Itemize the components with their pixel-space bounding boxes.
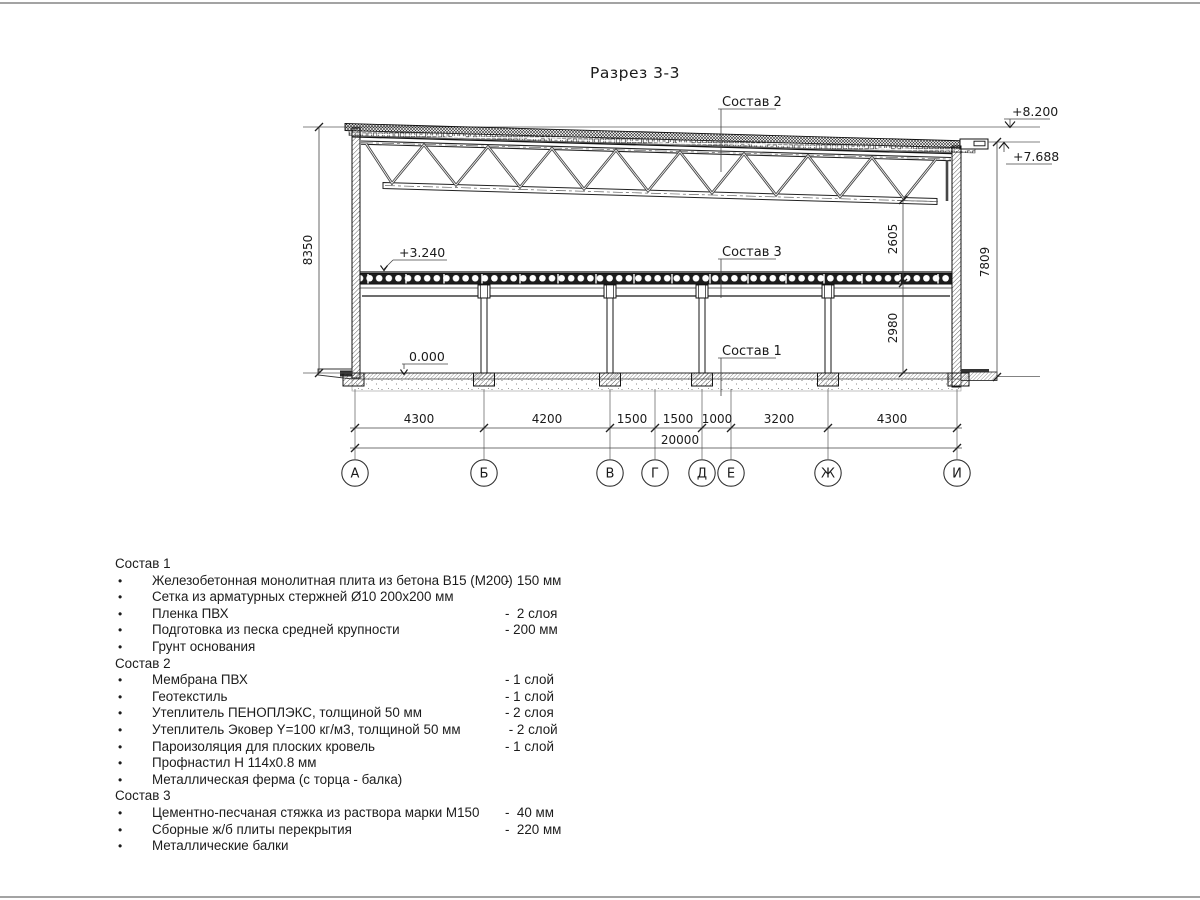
svg-text:4300: 4300 [876, 412, 908, 426]
column [478, 285, 490, 373]
legend-item-name: Мембрана ПВХ [152, 672, 248, 688]
svg-text:Состав 3: Состав 3 [722, 245, 782, 260]
bullet-icon: • [118, 805, 123, 820]
legend-item-value: - 2 слой [505, 721, 558, 737]
svg-text:Б: Б [479, 466, 489, 482]
legend-item-name: Профнастил Н 114x0.8 мм [152, 755, 317, 771]
svg-text:1500: 1500 [662, 412, 694, 426]
legend-item-value: - 1 слой [505, 738, 554, 754]
dim-right-overall [978, 138, 1001, 381]
dim-truss-to-floor [886, 196, 938, 282]
svg-text:В: В [605, 466, 615, 482]
legend-item [115, 589, 590, 606]
page-border-bottom [0, 896, 1200, 898]
svg-text:7809: 7809 [978, 246, 992, 278]
axis-extension-lines [355, 389, 957, 459]
bullet-icon: • [118, 573, 123, 588]
legend-item [115, 639, 590, 656]
axis-bubbles [342, 460, 970, 486]
axis-bubble [471, 460, 497, 486]
bullet-icon: • [118, 739, 123, 754]
axis-bubble [944, 460, 970, 486]
legend-item [115, 573, 590, 590]
footing [818, 373, 839, 386]
axis-bubble [642, 460, 668, 486]
legend-item-name: Пароизоляция для плоских кровель [152, 738, 375, 754]
svg-text:2980: 2980 [886, 312, 900, 344]
legend-item-name: Подготовка из песка средней крупности [152, 622, 400, 638]
column [604, 285, 616, 373]
bullet-icon: • [118, 673, 123, 688]
dim-left-overall [301, 123, 352, 377]
svg-text:1000: 1000 [701, 412, 733, 426]
svg-text:0.000: 0.000 [409, 349, 445, 364]
footing [692, 373, 713, 386]
legend-item [115, 772, 590, 789]
right-wall [952, 146, 961, 387]
legend-item-name: Металлические балки [152, 838, 289, 854]
legend-item-value: - 200 мм [505, 622, 558, 638]
legend-item-name: Сетка из арматурных стержней Ø10 200x200 мм [152, 589, 454, 605]
svg-text:И: И [952, 466, 962, 482]
legend-item-value: - 2 слоя [505, 605, 558, 621]
legend-section-title: Состав 2 [115, 655, 171, 671]
elevation-roof-low [988, 142, 1059, 164]
legend-item [115, 622, 590, 639]
elevation-roof-high [1004, 104, 1058, 128]
legend-item-value: - 220 мм [505, 821, 562, 837]
elevation-floor [381, 245, 448, 271]
legend-item-name: Утеплитель ПЕНОПЛЭКС, толщиной 50 мм [152, 705, 422, 721]
legend-item-value: - 2 слоя [505, 705, 554, 721]
bullet-icon: • [118, 772, 123, 787]
axis-bubble [815, 460, 841, 486]
legend-item-name: Цементно-песчаная стяжка из раствора марки М150 [152, 804, 480, 820]
svg-text:3200: 3200 [763, 412, 795, 426]
footing [474, 373, 495, 386]
legend-section-title: Состав 3 [115, 788, 171, 804]
svg-text:+8.200: +8.200 [1012, 104, 1059, 119]
svg-text:Состав 1: Состав 1 [722, 344, 782, 359]
svg-text:Е: Е [726, 466, 736, 482]
svg-text:1500: 1500 [616, 412, 648, 426]
svg-text:Д: Д [696, 466, 708, 482]
left-wall [352, 128, 360, 378]
legend-item [115, 606, 590, 623]
footing [600, 373, 621, 386]
svg-text:+3.240: +3.240 [399, 245, 446, 260]
bullet-icon: • [118, 839, 123, 854]
svg-text:2605: 2605 [886, 223, 900, 255]
svg-text:Г: Г [651, 466, 659, 482]
legend-item-value: - 150 мм [505, 572, 562, 588]
bullet-icon: • [118, 606, 123, 621]
legend-item-name: Пленка ПВХ [152, 605, 229, 621]
svg-text:+7.688: +7.688 [1013, 149, 1060, 164]
footing [343, 373, 364, 386]
svg-text:20000: 20000 [660, 433, 700, 447]
horizontal-dimensions [350, 412, 962, 452]
axis-bubble [342, 460, 368, 486]
bullet-icon: • [118, 689, 123, 704]
svg-text:А: А [350, 466, 360, 482]
bullet-icon: • [118, 590, 123, 605]
legend-item-name: Железобетонная монолитная плита из бетона В15 (М200) [152, 572, 513, 588]
axis-bubble [718, 460, 744, 486]
bullet-icon: • [118, 722, 123, 737]
legend [115, 556, 590, 855]
legend-item [115, 755, 590, 772]
floor-slab [360, 272, 952, 296]
legend-item-name: Сборные ж/б плиты перекрытия [152, 821, 352, 837]
legend-item [115, 672, 590, 689]
svg-text:8350: 8350 [301, 234, 315, 266]
bullet-icon: • [118, 639, 123, 654]
svg-text:4200: 4200 [531, 412, 563, 426]
legend-item-value: - 1 слой [505, 672, 554, 688]
bullet-icon: • [118, 756, 123, 771]
svg-text:4300: 4300 [403, 412, 435, 426]
footing [948, 373, 969, 386]
legend-item-name: Металлическая ферма (с торца - балка) [152, 771, 403, 787]
dim-floor-to-ground [886, 279, 907, 377]
column [696, 285, 708, 373]
bullet-icon: • [118, 706, 123, 721]
legend-item-name: Грунт основания [152, 638, 256, 654]
ground-slab [318, 369, 1040, 391]
bullet-icon: • [118, 822, 123, 837]
legend-item-value: - 40 мм [505, 804, 554, 820]
drawing-title: Разрез 3-3 [590, 64, 680, 82]
column [822, 285, 834, 373]
svg-text:Ж: Ж [820, 466, 836, 482]
elevation-ground [401, 349, 449, 375]
legend-item [115, 838, 590, 855]
legend-item-name: Геотекстиль [152, 688, 228, 704]
legend-item-name: Утеплитель Эковер Y=100 кг/м3, толщиной 50 мм [152, 721, 461, 737]
legend-item [115, 739, 590, 756]
columns [478, 285, 834, 373]
legend-item [115, 689, 590, 706]
legend-item [115, 822, 590, 839]
axis-bubble [597, 460, 623, 486]
legend-item [115, 705, 590, 722]
axis-bubble [689, 460, 715, 486]
legend-item [115, 805, 590, 822]
legend-item [115, 722, 590, 739]
legend-section-title: Состав 1 [115, 556, 171, 571]
svg-text:Состав 2: Состав 2 [722, 95, 782, 110]
bullet-icon: • [118, 623, 123, 638]
legend-item-value: - 1 слой [505, 688, 554, 704]
